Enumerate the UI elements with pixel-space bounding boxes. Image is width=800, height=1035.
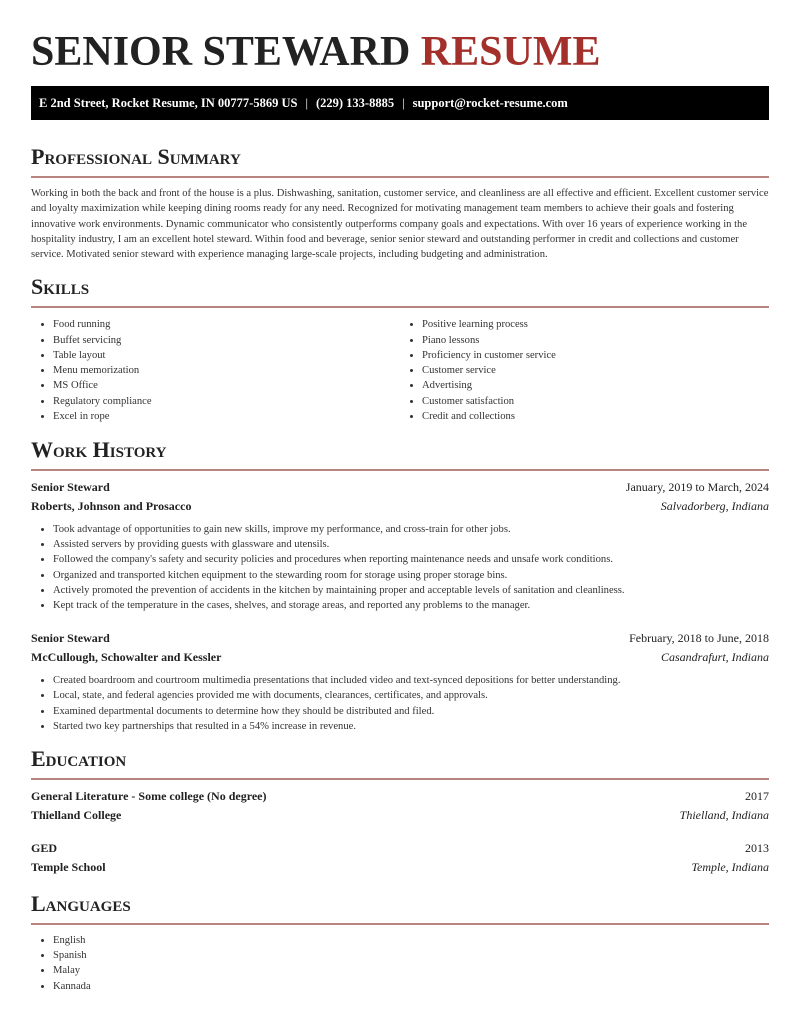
skill-item: • Food running [53,317,400,332]
section-divider [31,923,769,925]
edu-school: Temple School [31,859,106,874]
job-bullet: • Examined departmental documents to determine how they should be distributed and filed. [53,704,769,719]
skill-item: • Advertising [422,378,769,393]
title-accent: RESUME [420,29,601,75]
section-divider [31,778,769,780]
summary-text: Working in both the back and front of the house is a plus. Dishwashing, sanitation, customer service, and cleanliness are all effective and efficient. Excellent customer service and loyalty maximization while keeping dining rooms ready for any need. Recognized for motivating management team members to achieve their goals and fostering innovative work environments. Dynamic communicator who consistently outperforms company goals and expectations. With over 16 years of experience working in the hospitality industry, I am an excellent hotel steward. Within food and beverage, senior senior steward and outstanding performer in credit and collections and customer service. Motivated senior steward with experience managing large-scale projects, including budgeting and administration. [31,188,769,261]
job-bullet: • Organized and transported kitchen equipment to the stewarding room for storage using proper storage bins. [53,568,769,583]
skill-item: • Piano lessons [422,333,769,348]
skill-item: • Proficiency in customer service [422,348,769,363]
language-item: • Kannada [53,979,769,994]
edu-location: Temple, Indiana [691,859,769,874]
section-heading: Professional Summary [31,144,241,169]
skill-item: • Table layout [53,348,400,363]
edu-school: Thielland College [31,807,122,822]
job-bullet: • Local, state, and federal agencies provided me with documents, clearances, certificates, and approvals. [53,688,769,703]
languages-list [31,933,769,994]
job-title: Senior Steward [31,631,110,646]
skills-list-left [31,317,400,423]
language-item: • Spanish [53,948,769,963]
job-bullet: • Actively promoted the prevention of accidents in the kitchen by maintaining proper and acceptable levels of sanitation and cleanliness. [53,583,769,598]
education-entry [31,841,769,875]
separator: | [305,96,308,110]
education-section [31,746,769,875]
separator: | [402,96,405,110]
skill-item: • Menu memorization [53,363,400,378]
title-main: SENIOR STEWARD [31,29,411,75]
job-bullet: • Assisted servers by providing guests with glassware and utensils. [53,537,769,552]
job-entry [31,631,769,734]
contact-address: E 2nd Street, Rocket Resume, IN 00777-5869 US [39,96,298,110]
job-bullet: • Created boardroom and courtroom multimedia presentations that included video and text-synced depositions for better understanding. [53,673,769,688]
language-item: • English [53,933,769,948]
section-heading: Work History [31,436,167,462]
job-location: Salvadorberg, Indiana [660,498,769,513]
job-bullets [31,673,769,734]
skill-item: • Buffet servicing [53,333,400,348]
section-divider [31,469,769,471]
edu-degree: GED [31,840,58,855]
language-item: • Malay [53,963,769,978]
skill-item: • Credit and collections [422,409,769,424]
skills-list-right [400,317,769,423]
work-history-section [31,437,769,734]
section-divider [31,306,769,308]
job-bullets [31,522,769,613]
skill-item: • Positive learning process [422,317,769,332]
job-entry [31,480,769,613]
edu-location: Thielland, Indiana [679,807,769,822]
contact-phone: (229) 133-8885 [315,96,395,110]
section-heading: Languages [31,890,131,916]
job-title: Senior Steward [31,479,110,494]
edu-degree: General Literature - Some college (No degree) [31,788,267,803]
languages-section [31,891,769,994]
skill-item: • Excel in rope [53,409,400,424]
skill-item: • Customer satisfaction [422,394,769,409]
contact-bar [31,86,769,120]
job-location: Casandrafurt, Indiana [660,650,769,665]
section-heading: Skills [31,274,90,300]
skill-item: • MS Office [53,378,400,393]
skill-item: • Regulatory compliance [53,394,400,409]
job-company: Roberts, Johnson and Prosacco [31,498,192,513]
section-divider [31,176,769,178]
contact-email[interactable]: support@rocket-resume.com [412,96,568,110]
job-company: McCullough, Schowalter and Kessler [31,650,222,665]
skills-section [31,274,769,423]
skills-columns [31,317,769,423]
job-bullet: • Took advantage of opportunities to gain new skills, improve my performance, and cross-train for other jobs. [53,522,769,537]
job-dates: February, 2018 to June, 2018 [629,631,769,646]
skill-item: • Customer service [422,363,769,378]
section-heading: Education [31,745,127,771]
edu-year: 2013 [745,840,769,855]
edu-year: 2017 [745,788,769,803]
job-bullet: • Kept track of the temperature in the cases, shelves, and storage areas, and reported any problems to the manager. [53,598,769,613]
education-entry [31,789,769,823]
job-bullet: • Started two key partnerships that resulted in a 54% increase in revenue. [53,719,769,734]
resume-title [31,0,769,76]
summary-section [31,144,769,262]
job-bullet: • Followed the company's safety and security policies and procedures when reporting maintenance needs and unsafe work conditions. [53,552,769,567]
job-dates: January, 2019 to March, 2024 [625,479,769,494]
